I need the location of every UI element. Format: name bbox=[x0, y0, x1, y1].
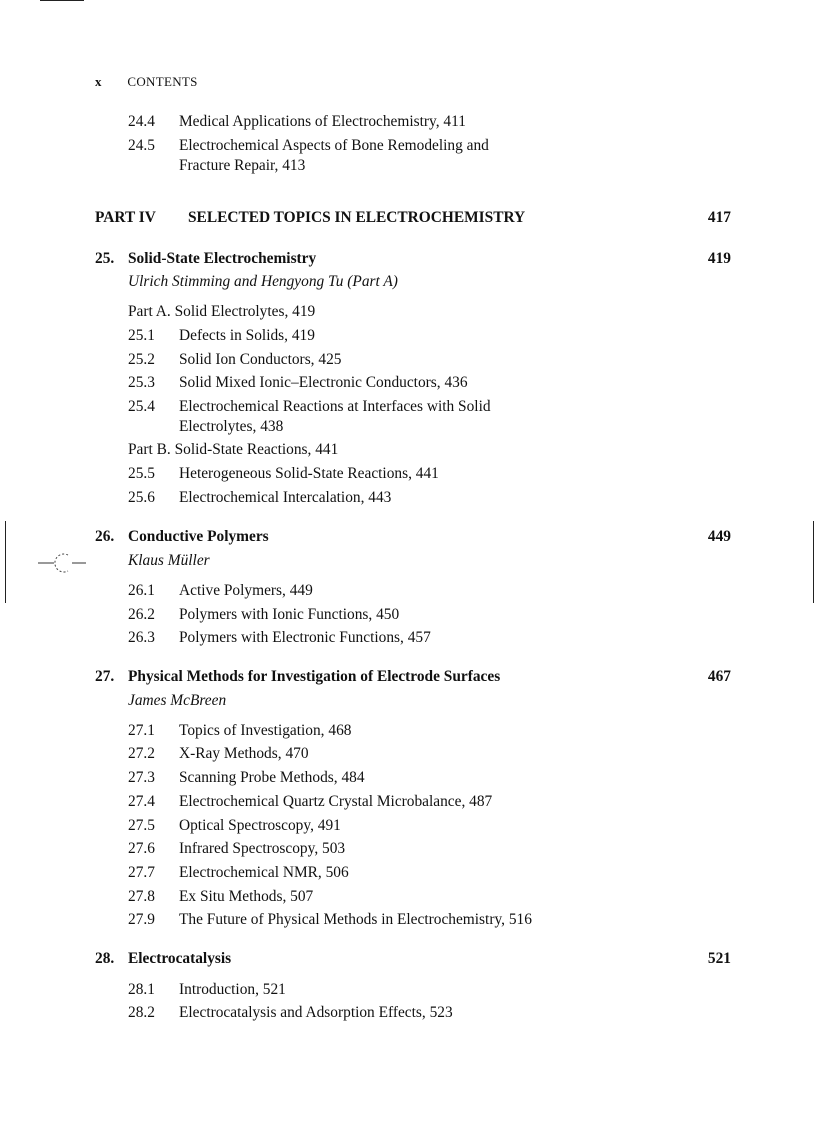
section-number: 28.2 bbox=[128, 1004, 155, 1021]
section-title: Solid Ion Conductors, 425 bbox=[179, 351, 342, 368]
section-number: 26.3 bbox=[128, 629, 155, 646]
section-number: 28.1 bbox=[128, 981, 155, 998]
section-title: Active Polymers, 449 bbox=[179, 582, 313, 599]
section-number: 27.2 bbox=[128, 745, 155, 762]
chapter-author: James McBreen bbox=[128, 692, 227, 709]
toc-entry bbox=[0, 327, 816, 349]
toc-entry bbox=[0, 817, 816, 839]
toc-entry bbox=[0, 888, 816, 910]
section-number: 27.7 bbox=[128, 864, 155, 881]
section-title: Scanning Probe Methods, 484 bbox=[179, 769, 365, 786]
chapter-page-number: 521 bbox=[707, 950, 731, 967]
section-title: Optical Spectroscopy, 491 bbox=[179, 817, 341, 834]
section-title: Defects in Solids, 419 bbox=[179, 327, 315, 344]
section-number: 25.2 bbox=[128, 351, 155, 368]
toc-entry-continuation bbox=[0, 418, 816, 440]
toc-entry bbox=[0, 769, 816, 791]
chapter-title: Solid-State Electrochemistry bbox=[128, 250, 317, 267]
section-title: Polymers with Electronic Functions, 457 bbox=[179, 629, 431, 646]
part-label: PART IV bbox=[95, 209, 156, 226]
toc-entry bbox=[0, 629, 816, 651]
running-head-label: CONTENTS bbox=[127, 74, 198, 89]
section-title: Polymers with Ionic Functions, 450 bbox=[179, 606, 400, 623]
section-title: Electrochemical Intercalation, 443 bbox=[179, 489, 392, 506]
section-title: Electrochemical NMR, 506 bbox=[179, 864, 349, 881]
section-number: 26.1 bbox=[128, 582, 155, 599]
toc-part-entry bbox=[0, 441, 816, 463]
section-title: Introduction, 521 bbox=[179, 981, 286, 998]
toc-entry bbox=[0, 606, 816, 628]
subpart-title: Part A. Solid Electrolytes, 419 bbox=[128, 303, 316, 320]
chapter-heading bbox=[95, 668, 500, 686]
toc-entry bbox=[0, 137, 816, 159]
section-title: X-Ray Methods, 470 bbox=[179, 745, 309, 762]
chapter-author: Klaus Müller bbox=[128, 552, 210, 569]
section-title: Solid Mixed Ionic–Electronic Conductors, 436 bbox=[179, 374, 468, 391]
section-number: 27.5 bbox=[128, 817, 155, 834]
registration-mark-icon bbox=[28, 548, 88, 578]
section-title: Topics of Investigation, 468 bbox=[179, 722, 352, 739]
part-heading bbox=[95, 209, 525, 227]
toc-entry bbox=[0, 1004, 816, 1026]
chapter-number: 26. bbox=[95, 528, 115, 545]
toc-entry bbox=[0, 398, 816, 420]
subpart-title: Part B. Solid-State Reactions, 441 bbox=[128, 441, 339, 458]
chapter-author: Ulrich Stimming and Hengyong Tu (Part A) bbox=[128, 273, 398, 290]
toc-entry bbox=[0, 374, 816, 396]
chapter-heading bbox=[95, 528, 269, 546]
toc-entry bbox=[0, 981, 816, 1003]
section-number: 27.8 bbox=[128, 888, 155, 905]
running-head bbox=[95, 74, 198, 90]
toc-entry bbox=[0, 864, 816, 886]
section-title: Electrochemical Aspects of Bone Remodeling and bbox=[179, 137, 489, 154]
section-number: 25.3 bbox=[128, 374, 155, 391]
chapter-number: 27. bbox=[95, 668, 115, 685]
chapter-page-number: 449 bbox=[707, 528, 731, 545]
chapter-page-number: 467 bbox=[707, 668, 731, 685]
chapter-page-number: 419 bbox=[707, 250, 731, 267]
toc-entry bbox=[0, 582, 816, 604]
section-title: Heterogeneous Solid-State Reactions, 441 bbox=[179, 465, 439, 482]
section-number: 27.4 bbox=[128, 793, 155, 810]
toc-entry bbox=[0, 793, 816, 815]
section-number: 27.6 bbox=[128, 840, 155, 857]
toc-entry bbox=[0, 351, 816, 373]
toc-entry bbox=[0, 722, 816, 744]
chapter-heading bbox=[95, 250, 316, 268]
toc-entry bbox=[0, 113, 816, 135]
section-number: 26.2 bbox=[128, 606, 155, 623]
toc-entry bbox=[0, 465, 816, 487]
toc-part-entry bbox=[0, 303, 816, 325]
section-title-continuation: Fracture Repair, 413 bbox=[179, 157, 306, 174]
part-title: SELECTED TOPICS IN ELECTROCHEMISTRY bbox=[188, 209, 526, 226]
section-title-continuation: Electrolytes, 438 bbox=[179, 418, 284, 435]
chapter-title: Electrocatalysis bbox=[128, 950, 232, 967]
chapter-title: Conductive Polymers bbox=[128, 528, 269, 545]
section-number: 27.3 bbox=[128, 769, 155, 786]
section-title: Infrared Spectroscopy, 503 bbox=[179, 840, 346, 857]
crop-mark bbox=[40, 0, 84, 1]
toc-entry bbox=[0, 911, 816, 933]
section-number: 24.4 bbox=[128, 113, 155, 130]
section-number: 27.1 bbox=[128, 722, 155, 739]
section-number: 25.5 bbox=[128, 465, 155, 482]
part-page-number: 417 bbox=[707, 209, 731, 226]
chapter-heading bbox=[95, 950, 231, 968]
section-number: 24.5 bbox=[128, 137, 155, 154]
toc-entry bbox=[0, 489, 816, 511]
toc-entry-continuation bbox=[0, 157, 816, 179]
toc-entry bbox=[0, 745, 816, 767]
section-number: 25.6 bbox=[128, 489, 155, 506]
section-number: 27.9 bbox=[128, 911, 155, 928]
chapter-number: 28. bbox=[95, 950, 115, 967]
section-title: Electrochemical Quartz Crystal Microbalance, 487 bbox=[179, 793, 493, 810]
chapter-title: Physical Methods for Investigation of Electrode Surfaces bbox=[128, 668, 501, 685]
section-title: Electrochemical Reactions at Interfaces with Solid bbox=[179, 398, 491, 415]
section-title: Electrocatalysis and Adsorption Effects, 523 bbox=[179, 1004, 453, 1021]
toc-entry bbox=[0, 840, 816, 862]
page-folio: x bbox=[95, 74, 102, 89]
section-title: Medical Applications of Electrochemistry, 411 bbox=[179, 113, 466, 130]
section-title: The Future of Physical Methods in Electrochemistry, 516 bbox=[179, 911, 532, 928]
section-number: 25.4 bbox=[128, 398, 155, 415]
section-number: 25.1 bbox=[128, 327, 155, 344]
chapter-number: 25. bbox=[95, 250, 115, 267]
section-title: Ex Situ Methods, 507 bbox=[179, 888, 314, 905]
